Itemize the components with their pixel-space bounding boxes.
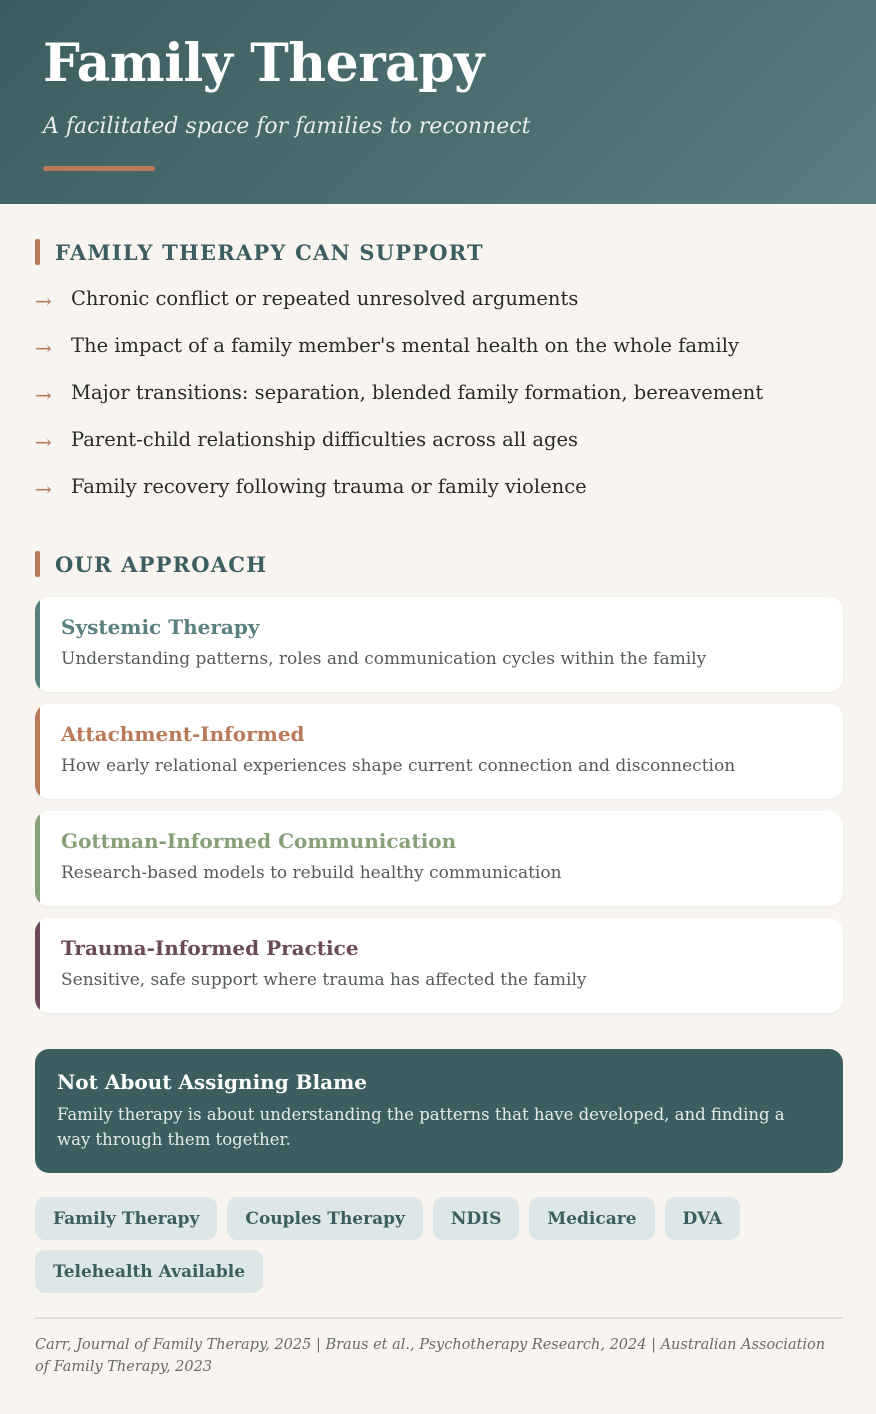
support-heading-text: FAMILY THERAPY CAN SUPPORT [55, 239, 484, 265]
arrow-right-icon: → [35, 477, 52, 501]
callout-title: Not About Assigning Blame [57, 1070, 367, 1094]
approach-cards [35, 597, 843, 1025]
arrow-right-icon: → [35, 289, 52, 313]
support-item-text: Family recovery following trauma or family violence [71, 475, 587, 498]
service-tags [35, 1197, 845, 1303]
card-title: Attachment-Informed [61, 722, 305, 746]
callout-body: Family therapy is about understanding the patterns that have developed, and finding a way through them together. [57, 1105, 785, 1149]
card-description: How early relational experiences shape current connection and disconnection [61, 756, 736, 776]
tag-ndis: NDIS [433, 1197, 520, 1240]
support-item [35, 331, 845, 378]
tag-medicare: Medicare [529, 1197, 654, 1240]
approach-section-heading [35, 551, 267, 577]
support-item [35, 378, 845, 425]
approach-card-systemic [35, 597, 843, 692]
support-item [35, 425, 845, 472]
support-list [35, 284, 845, 519]
tag-couples-therapy: Couples Therapy [227, 1197, 422, 1240]
header-accent-bar [43, 166, 155, 171]
arrow-right-icon: → [35, 336, 52, 360]
support-section-heading [35, 239, 484, 265]
tag-dva: DVA [665, 1197, 741, 1240]
page-header [0, 0, 876, 204]
support-item-text: The impact of a family member's mental health on the whole family [71, 334, 739, 357]
heading-accent-bar [35, 239, 40, 265]
card-title: Systemic Therapy [61, 615, 260, 639]
support-item-text: Parent-child relationship difficulties across all ages [71, 428, 579, 451]
card-title: Trauma-Informed Practice [61, 936, 359, 960]
heading-accent-bar [35, 551, 40, 577]
card-description: Understanding patterns, roles and communication cycles within the family [61, 649, 707, 669]
page-title: Family Therapy [43, 33, 484, 94]
arrow-right-icon: → [35, 430, 52, 454]
card-color-stripe [35, 704, 40, 799]
card-title: Gottman-Informed Communication [61, 829, 457, 853]
page-subtitle: A facilitated space for families to reconnect [43, 114, 531, 139]
arrow-right-icon: → [35, 383, 52, 407]
card-color-stripe [35, 597, 40, 692]
no-blame-callout [35, 1049, 843, 1173]
card-color-stripe [35, 918, 40, 1013]
support-item [35, 284, 845, 331]
approach-card-gottman [35, 811, 843, 906]
card-color-stripe [35, 811, 40, 906]
support-item [35, 472, 845, 519]
approach-card-trauma [35, 918, 843, 1013]
approach-card-attachment [35, 704, 843, 799]
footer-divider [35, 1317, 843, 1319]
citations: Carr, Journal of Family Therapy, 2025 | Braus et al., Psychotherapy Research, 2024 | Australian Association of Family Therapy, 2023 [35, 1337, 826, 1375]
card-description: Sensitive, safe support where trauma has affected the family [61, 970, 587, 990]
tag-telehealth: Telehealth Available [35, 1250, 263, 1293]
support-item-text: Chronic conflict or repeated unresolved arguments [71, 287, 579, 310]
card-description: Research-based models to rebuild healthy communication [61, 863, 562, 883]
support-item-text: Major transitions: separation, blended family formation, bereavement [71, 381, 764, 404]
tag-family-therapy: Family Therapy [35, 1197, 217, 1240]
approach-heading-text: OUR APPROACH [55, 551, 268, 577]
